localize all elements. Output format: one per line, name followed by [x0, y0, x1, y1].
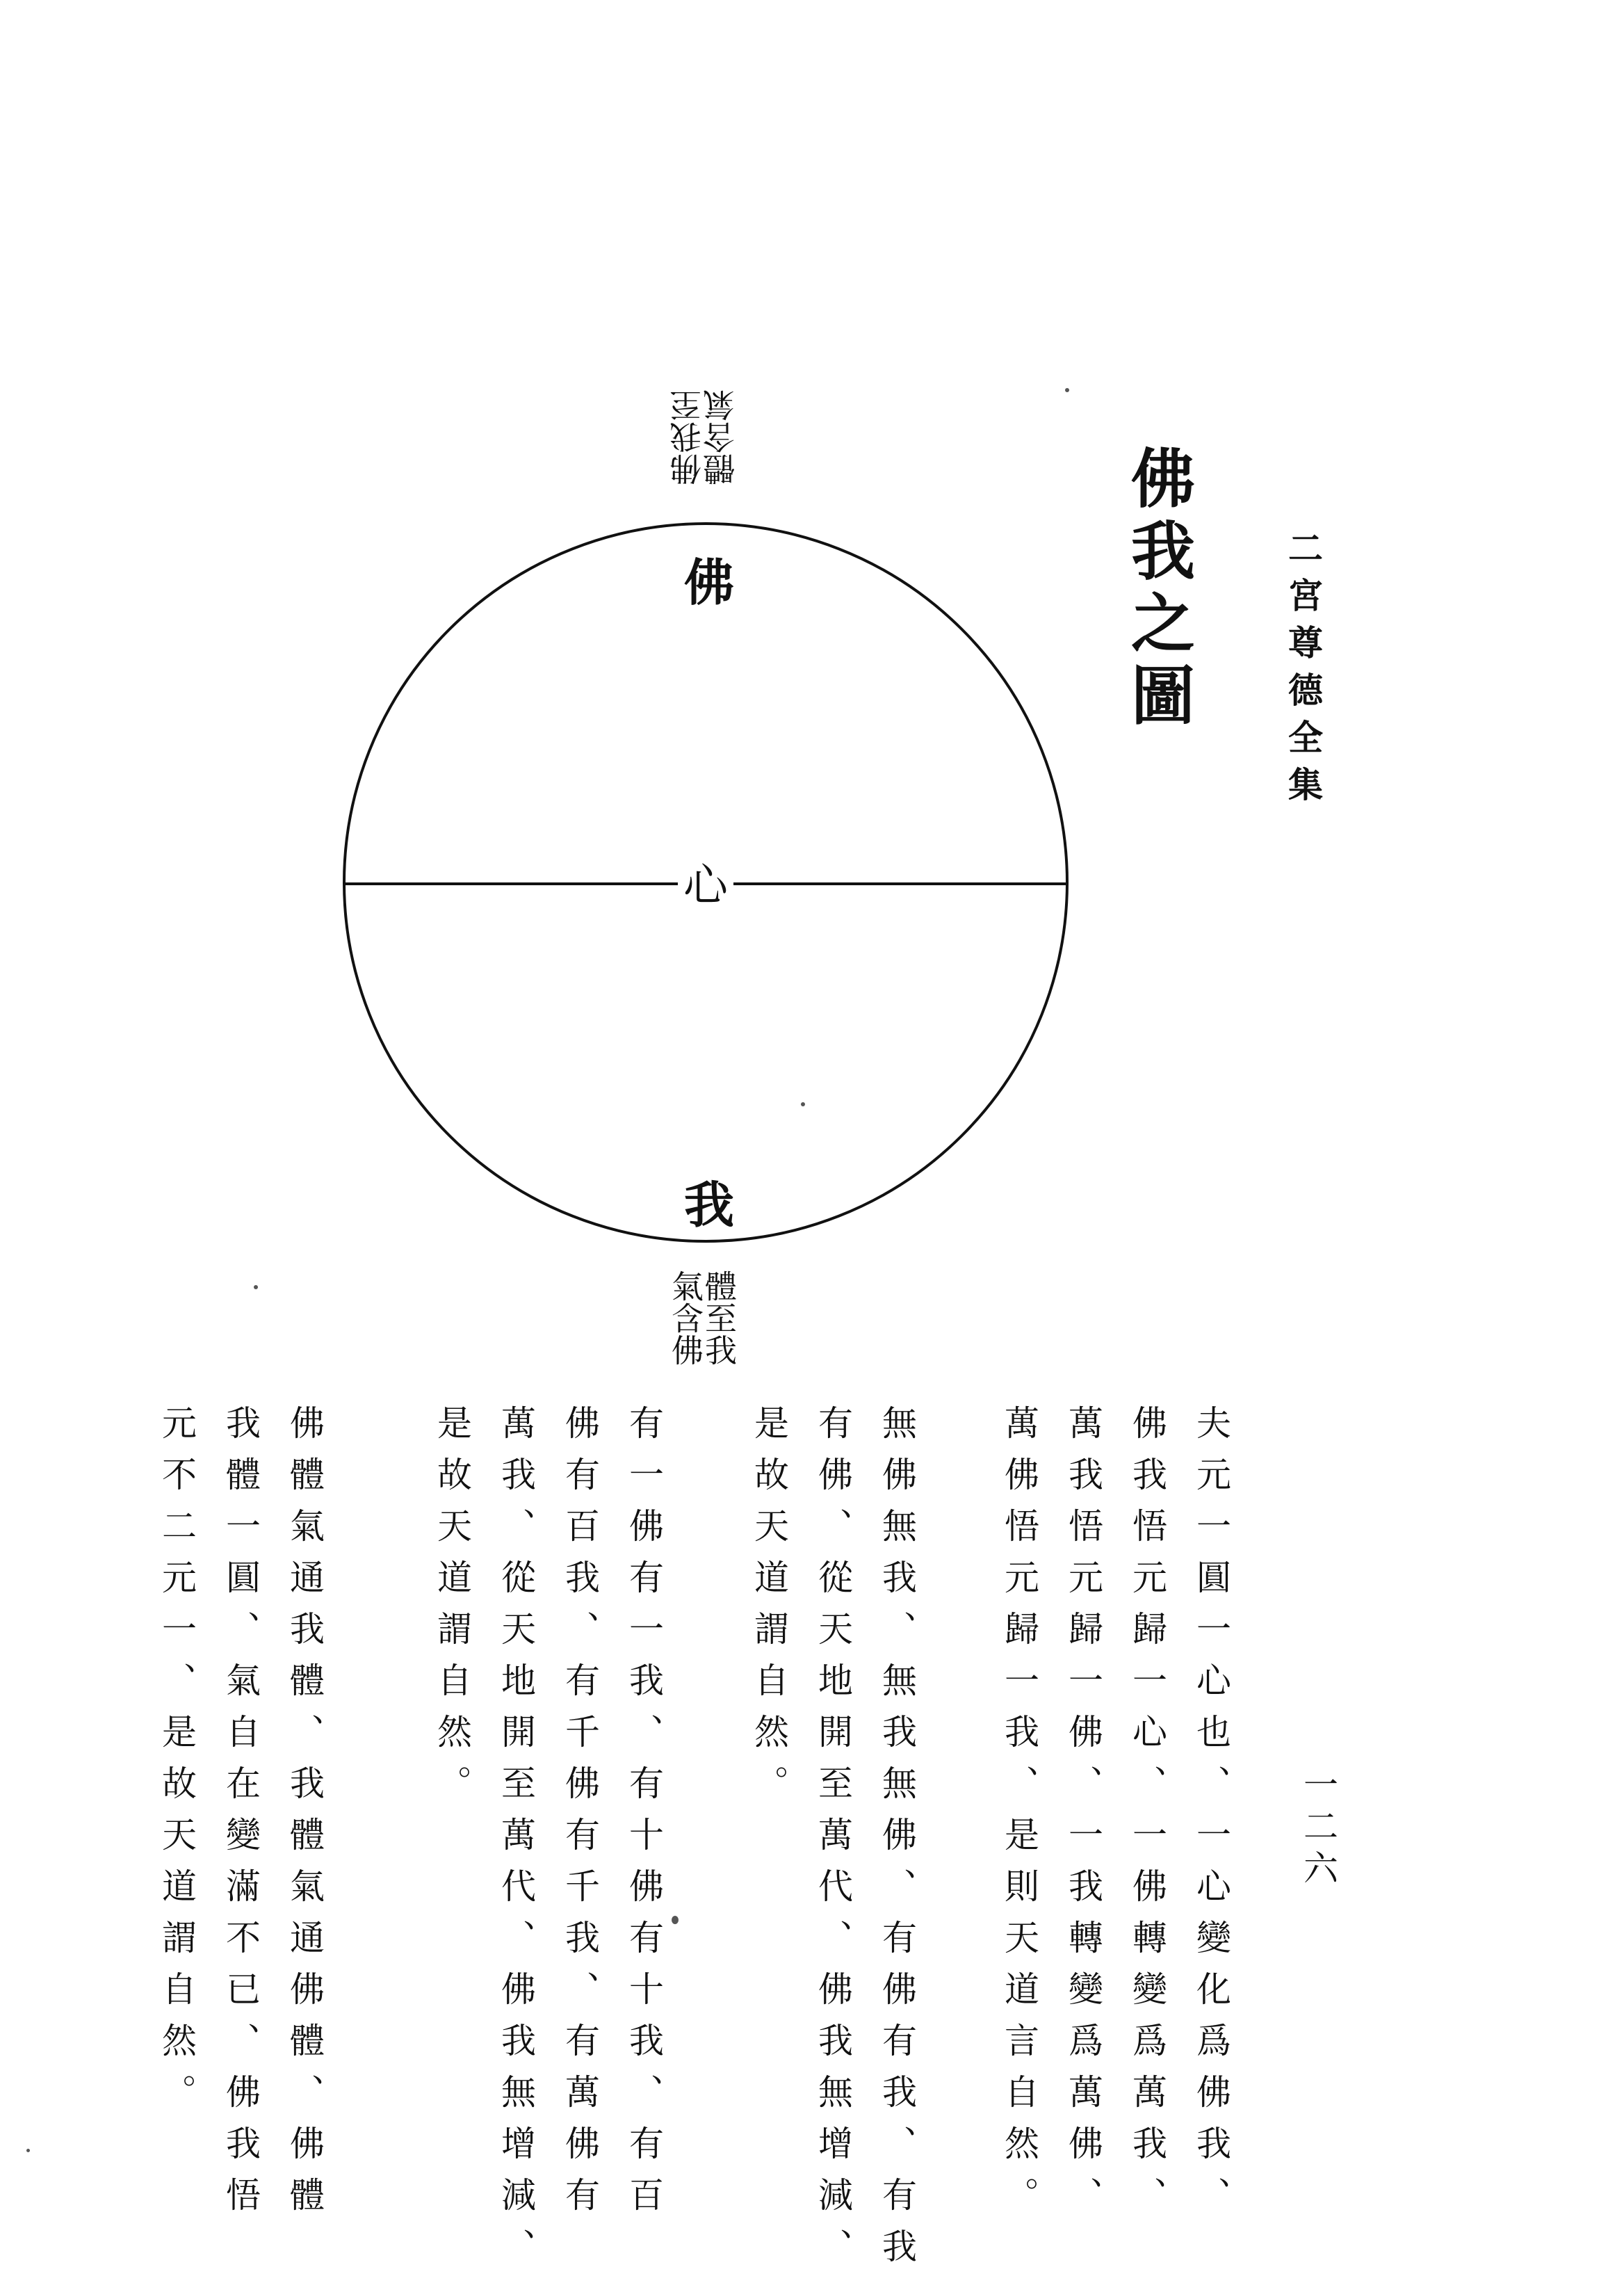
text-column: 夫元一圓一心也、一心變化爲佛我、 [1191, 1405, 1231, 2228]
buddha-glyph: 佛 [683, 553, 734, 612]
heart-glyph: 心 [678, 858, 733, 914]
text-column: 是故天道謂自然。 [749, 1405, 789, 1816]
book-title: 二宮尊德全集 [1283, 530, 1324, 814]
scan-speck [254, 1285, 258, 1289]
text-column: 無佛無我、無我無佛、有佛有我、有我 [877, 1405, 917, 2279]
self-glyph: 我 [683, 1175, 734, 1234]
scan-speck [26, 2149, 30, 2152]
text-column: 是故天道謂自然。 [432, 1405, 472, 1816]
text-column: 有一佛有一我、有十佛有十我、有百 [624, 1405, 664, 2228]
text-column: 有佛、從天地開至萬代、佛我無增減、 [813, 1405, 853, 2279]
top-annotation: 佛我至 體含氣 [669, 389, 740, 485]
page-number: 一二六 [1298, 1766, 1338, 1891]
body-text [150, 1405, 1235, 2279]
scan-speck [672, 1916, 679, 1924]
text-column: 萬我、從天地開至萬代、佛我無增減、 [496, 1405, 536, 2279]
text-column: 佛有百我、有千佛有千我、有萬佛有 [560, 1405, 600, 2228]
scan-speck [801, 1102, 805, 1106]
figure-title: 佛我之圖 [1121, 445, 1196, 734]
text-column: 元不二元一、是故天道謂自然。 [156, 1405, 197, 2125]
scan-speck [1065, 388, 1069, 392]
text-column: 我體一圓、氣自在變滿不已、佛我悟 [220, 1405, 261, 2228]
text-column: 萬我悟元歸一佛、一我轉變爲萬佛、 [1063, 1405, 1103, 2228]
text-column: 萬佛悟元歸一我、是則天道言自然。 [999, 1405, 1039, 2228]
bottom-annotation: 體至我 氣含佛 [667, 1270, 738, 1366]
text-column: 佛我悟元歸一心、一佛轉變爲萬我、 [1127, 1405, 1167, 2228]
text-column: 佛體氣通我體、我體氣通佛體、佛體 [284, 1405, 325, 2228]
